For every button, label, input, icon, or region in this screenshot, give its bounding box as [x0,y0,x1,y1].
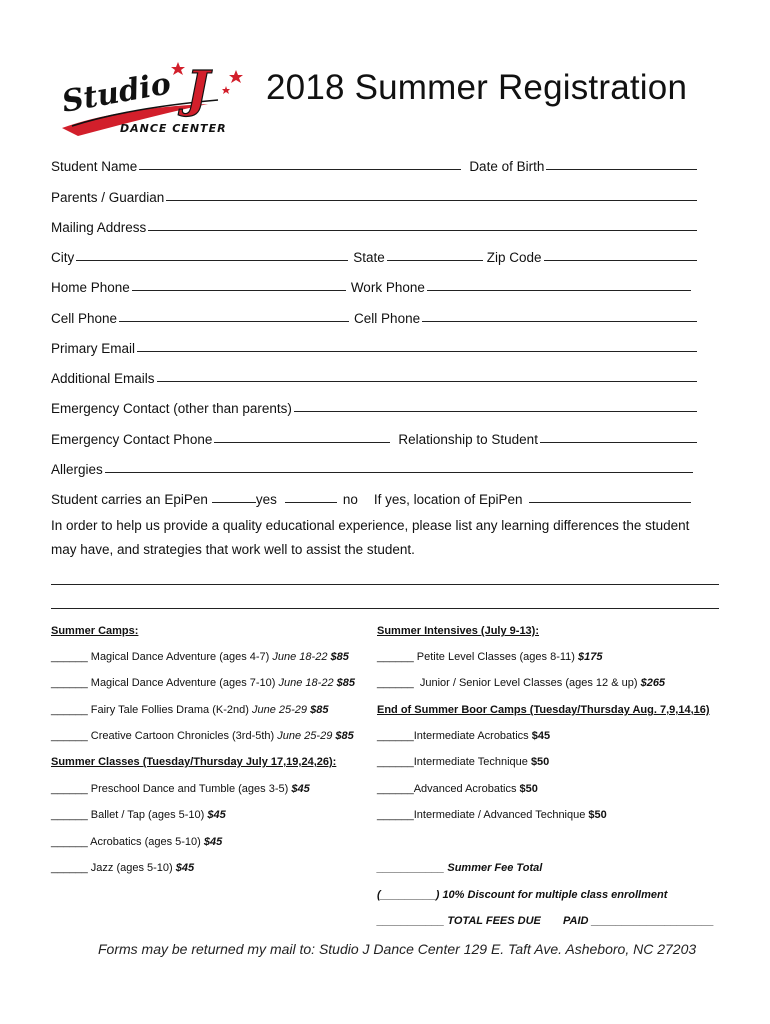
star-icon [171,62,185,75]
class-name: Jazz (ages 5-10) [90,862,173,874]
zip-field[interactable] [544,260,697,261]
row-primary-email [51,334,697,356]
class-price: $45 [207,809,226,821]
label-allergies: Allergies [51,462,103,477]
camp-name: Creative Cartoon Chronicles (3rd-5th) [90,730,275,742]
boot-price: $50 [588,809,607,821]
label-zip: Zip Code [486,250,542,265]
class-name: Ballet / Tap (ages 5-10) [90,809,205,821]
label-epipen-location: If yes, location of EpiPen [373,492,523,507]
additional-emails-field[interactable] [157,381,697,382]
cell-phone-2-field[interactable] [422,321,697,322]
discount-line[interactable]: (_________) 10% Discount for multiple class enrollment [377,889,668,901]
relationship-field[interactable] [540,442,697,443]
class-name: Acrobatics (ages 5-10) [90,836,201,848]
row-city [51,243,697,265]
label-no: no [342,492,358,507]
label-epipen: Student carries an EpiPen [51,492,208,507]
boot-price: $50 [519,783,538,795]
camp-dates: June 25-29 [251,704,308,716]
boot-price: $50 [530,756,550,768]
boot-item [377,809,607,821]
camp-item [51,677,355,689]
class-item [51,809,226,821]
label-work-phone: Work Phone [350,280,425,295]
camp-price: $85 [335,730,354,742]
label-additional-emails: Additional Emails [51,371,155,386]
row-phone [51,273,697,295]
label-mailing: Mailing Address [51,220,147,235]
boot-name: Advanced Acrobatics [413,783,517,795]
checkbox-blank[interactable]: ______ [51,677,88,689]
label-yes: yes [255,492,277,507]
camp-name: Magical Dance Adventure (ages 7-10) [90,677,276,689]
row-additional-emails [51,364,697,386]
checkbox-blank[interactable]: ______ [377,677,414,689]
summer-intensives-header: Summer Intensives (July 9-13): [377,625,540,637]
label-emergency-phone: Emergency Contact Phone [51,432,213,447]
label-dob: Date of Birth [469,159,545,174]
checkbox-blank[interactable]: ______ [51,783,88,795]
boot-name: Intermediate / Advanced Technique [413,809,586,821]
boot-camps-header: End of Summer Boor Camps (Tuesday/Thursday Aug. 7,9,14,16) [377,704,710,716]
class-item [51,783,310,795]
state-field[interactable] [387,260,483,261]
boot-price: $45 [531,730,551,742]
boot-item [377,756,549,768]
home-phone-field[interactable] [132,290,346,291]
city-field[interactable] [76,260,348,261]
cell-phone-1-field[interactable] [119,321,349,322]
checkbox-blank[interactable]: ______ [51,704,88,716]
camp-price: $85 [310,704,329,716]
star-icon [229,70,243,83]
class-item [51,836,222,848]
checkbox-blank[interactable]: ______ [51,862,88,874]
mail-instructions: Forms may be returned my mail to: Studio J Dance Center 129 E. Taft Ave. Asheboro, NC 27203 [98,941,697,957]
camp-dates: June 18-22 [272,651,328,663]
class-price: $45 [203,836,223,848]
camp-price: $85 [330,651,349,663]
logo-word: Studio [59,66,174,120]
label-primary-email: Primary Email [51,341,136,356]
primary-email-field[interactable] [137,351,697,352]
intensive-name: Junior / Senior Level Classes (ages 12 & up) [419,677,638,689]
row-allergies [51,455,697,477]
camp-item [51,704,328,716]
paid-line[interactable]: PAID ____________________ [563,915,714,927]
camp-name: Fairy Tale Follies Drama (K-2nd) [90,704,249,716]
class-price: $45 [291,783,310,795]
row-emergency-phone [51,425,697,447]
dob-field[interactable] [546,169,697,170]
page-title: 2018 Summer Registration [266,68,688,107]
checkbox-blank[interactable]: ______ [377,783,414,795]
checkbox-blank[interactable]: ______ [377,651,414,663]
class-price: $45 [175,862,195,874]
label-parents: Parents / Guardian [51,190,165,205]
answer-line-1[interactable] [51,584,719,585]
boot-item [377,783,538,795]
camp-dates: June 25-29 [277,730,333,742]
label-relationship: Relationship to Student [398,432,538,447]
star-icon [222,86,230,94]
mailing-field[interactable] [148,230,697,231]
intensive-price: $265 [640,677,666,689]
student-name-field[interactable] [139,169,461,170]
summer-classes-header: Summer Classes (Tuesday/Thursday July 17,19,24,26): [51,756,337,768]
allergies-field[interactable] [105,472,693,473]
checkbox-blank[interactable]: ______ [377,809,414,821]
row-emergency-contact [51,394,697,416]
epipen-no-field[interactable] [285,502,337,503]
label-home-phone: Home Phone [51,280,130,295]
row-student-name [51,152,697,174]
epipen-yes-field[interactable] [212,502,256,503]
intensive-item [377,677,665,689]
checkbox-blank[interactable]: ______ [51,730,88,742]
studio-j-logo [58,56,248,142]
row-cell [51,304,697,326]
parents-field[interactable] [166,200,697,201]
camp-item [51,730,354,742]
row-epipen [51,485,697,507]
camp-dates: June 18-22 [278,677,334,689]
camp-price: $85 [336,677,355,689]
intensive-price: $175 [578,651,603,663]
row-parents [51,183,697,205]
summer-fee-total[interactable]: ___________ Summer Fee Total [377,862,543,874]
logo-subtitle: DANCE CENTER [120,122,227,135]
label-emergency-contact: Emergency Contact (other than parents) [51,401,292,416]
logo-letter: J [186,59,210,118]
summer-camps-header: Summer Camps: [51,625,139,637]
work-phone-field[interactable] [427,290,691,291]
label-city: City [51,250,75,265]
checkbox-blank[interactable]: ______ [51,651,88,663]
class-name: Preschool Dance and Tumble (ages 3-5) [90,783,289,795]
checkbox-blank[interactable]: ______ [377,730,414,742]
boot-name: Intermediate Technique [413,756,528,768]
boot-name: Intermediate Acrobatics [413,730,529,742]
answer-line-2[interactable] [51,608,719,609]
checkbox-blank[interactable]: ______ [51,809,88,821]
emergency-contact-field[interactable] [294,411,697,412]
learning-differences-paragraph: In order to help us provide a quality educational experience, please list any learning differences the student may have, and strategies that work well to assist the student. [51,518,690,557]
label-cell-phone-1: Cell Phone [51,311,118,326]
label-student-name: Student Name [51,159,138,174]
camp-item [51,651,349,663]
intensive-item [377,651,602,663]
row-mailing [51,213,697,235]
label-state: State [353,250,385,265]
epipen-location-field[interactable] [529,502,692,503]
intensive-name: Petite Level Classes (ages 8-11) [416,651,575,663]
camp-name: Magical Dance Adventure (ages 4-7) [90,651,270,663]
checkbox-blank[interactable]: ______ [377,756,414,768]
emergency-phone-field[interactable] [214,442,390,443]
checkbox-blank[interactable]: ______ [51,836,88,848]
label-cell-phone-2: Cell Phone [354,311,421,326]
boot-item [377,730,550,742]
class-item [51,862,194,874]
total-fees-due[interactable]: ___________ TOTAL FEES DUE [377,915,541,927]
